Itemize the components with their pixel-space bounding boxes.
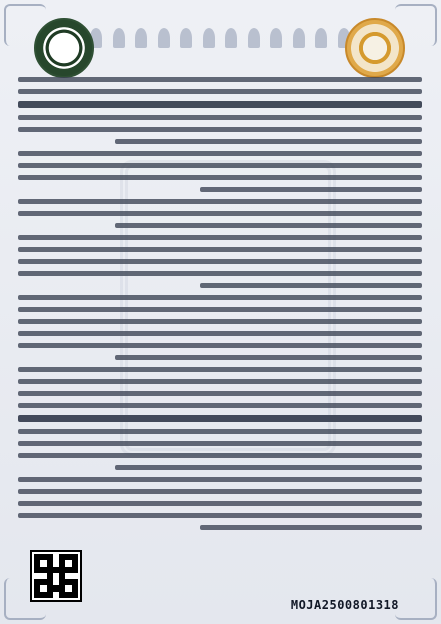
qr-code xyxy=(30,550,82,602)
right-emblem xyxy=(345,18,405,78)
document-reference: MOJA2500801318 xyxy=(290,598,399,612)
left-emblem xyxy=(34,18,94,78)
bottom-right-ornament xyxy=(395,578,437,620)
document-body xyxy=(18,70,422,570)
header-frieze xyxy=(90,22,350,48)
